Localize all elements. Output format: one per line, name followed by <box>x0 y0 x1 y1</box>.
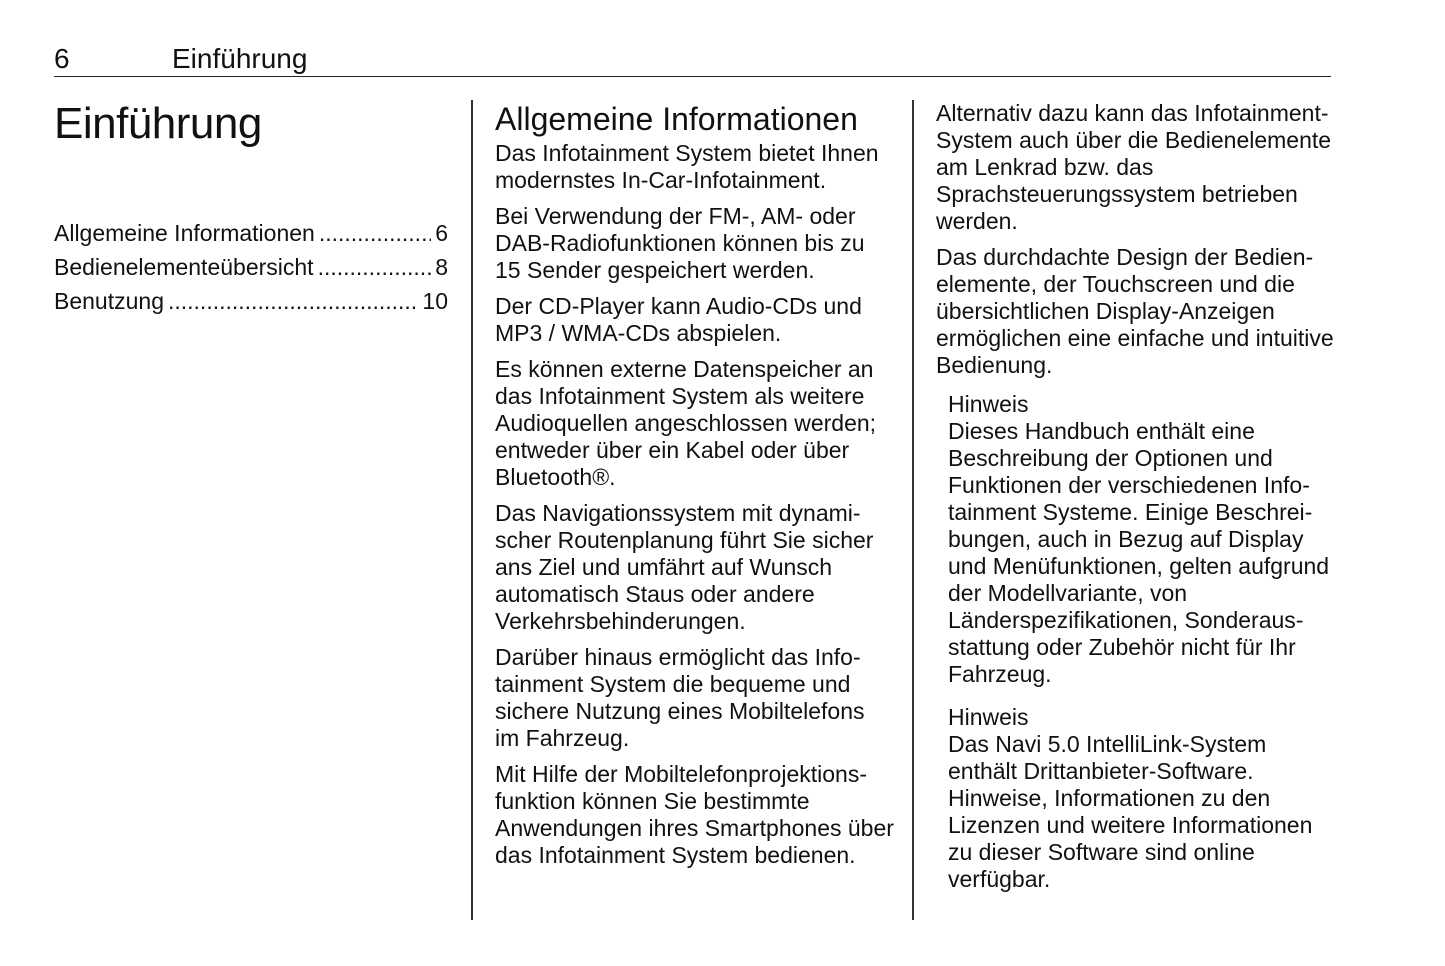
note-text: Das Navi 5.0 IntelliLink-System enthält Drittanbieter-Software. Hinweise, Informationen zu den Lizenzen und weitere Informationen zu dieser Software sind online verfügbar. <box>948 731 1313 892</box>
note-block <box>948 704 1336 893</box>
toc-entry-label: Benutzung <box>54 288 164 314</box>
page-number: 6 <box>54 43 70 74</box>
toc-entry[interactable] <box>54 284 448 318</box>
note-heading: Hinweis <box>948 391 1029 417</box>
note-block <box>948 391 1336 688</box>
toc-leader-dots <box>318 250 432 284</box>
toc-entry-label: Bedienelementeübersicht <box>54 254 314 280</box>
toc-leader-dots <box>319 216 431 250</box>
toc-entry[interactable] <box>54 250 448 284</box>
table-of-contents <box>54 216 448 318</box>
paragraph: Der CD-Player kann Audio-CDs und MP3 / WMA-CDs abspielen. <box>495 293 862 346</box>
chapter-column <box>54 100 448 318</box>
running-title: Einführung <box>172 43 308 74</box>
column-divider <box>471 100 473 920</box>
toc-entry-page: 10 <box>422 288 448 314</box>
page-header <box>54 42 1331 77</box>
chapter-title: Einführung <box>54 99 262 148</box>
paragraph: Bei Verwendung der FM-, AM- oder DAB-Radiofunktionen können bis zu 15 Sender gespeichert werden. <box>495 203 865 283</box>
toc-entry-page: 8 <box>435 254 448 280</box>
paragraph: Das Navigationssystem mit dynamischer Routenplanung führt Sie sicher ans Ziel und umfährt auf Wunsch automatisch Staus oder andere Verkehrsbehinderungen. <box>495 500 874 634</box>
paragraph: Darüber hinaus ermöglicht das Infotainment System die bequeme und sichere Nutzung eines Mobiltelefons im Fahrzeug. <box>495 644 865 751</box>
column-divider <box>912 100 914 920</box>
toc-entry[interactable] <box>54 216 448 250</box>
paragraph: Alternativ dazu kann das Infotainment-System auch über die Bedienelemente am Lenkrad bzw. das Sprachsteuerungssystem betrieben werden. <box>936 100 1332 234</box>
continuation-column <box>936 100 1336 909</box>
paragraph: Das Infotainment System bietet Ihnen modernstes In-Car-Infotainment. <box>495 140 879 193</box>
paragraph: Das durchdachte Design der Bedienelemente, der Touchscreen und die übersichtlichen Display-Anzeigen ermöglichen eine einfache und intuitive Bedienung. <box>936 244 1334 378</box>
paragraph: Es können externe Datenspeicher an das Infotainment System als weitere Audioquellen angeschlossen werden; entweder über ein Kabel oder über Bluetooth®. <box>495 356 877 490</box>
note-text: Dieses Handbuch enthält eine Beschreibung der Optionen und Funktionen der verschiedenen Infotainment Systeme. Einige Beschreibungen, auch in Bezug auf Display und Menüfunktionen, gelten aufgrund der Modellvariante, von Länderspezifikationen, Sonderausstattung oder Zubehör nicht für Ihr Fahrzeug. <box>948 418 1330 687</box>
section-title: Allgemeine Informationen <box>495 101 858 137</box>
paragraph: Mit Hilfe der Mobiltelefonprojektionsfunktion können Sie bestimmte Anwendungen ihres Smartphones über das Infotainment System bedienen. <box>495 761 894 868</box>
section-column <box>495 100 895 878</box>
toc-entry-label: Allgemeine Informationen <box>54 220 315 246</box>
toc-leader-dots <box>168 284 418 318</box>
note-heading: Hinweis <box>948 704 1029 730</box>
toc-entry-page: 6 <box>435 220 448 246</box>
